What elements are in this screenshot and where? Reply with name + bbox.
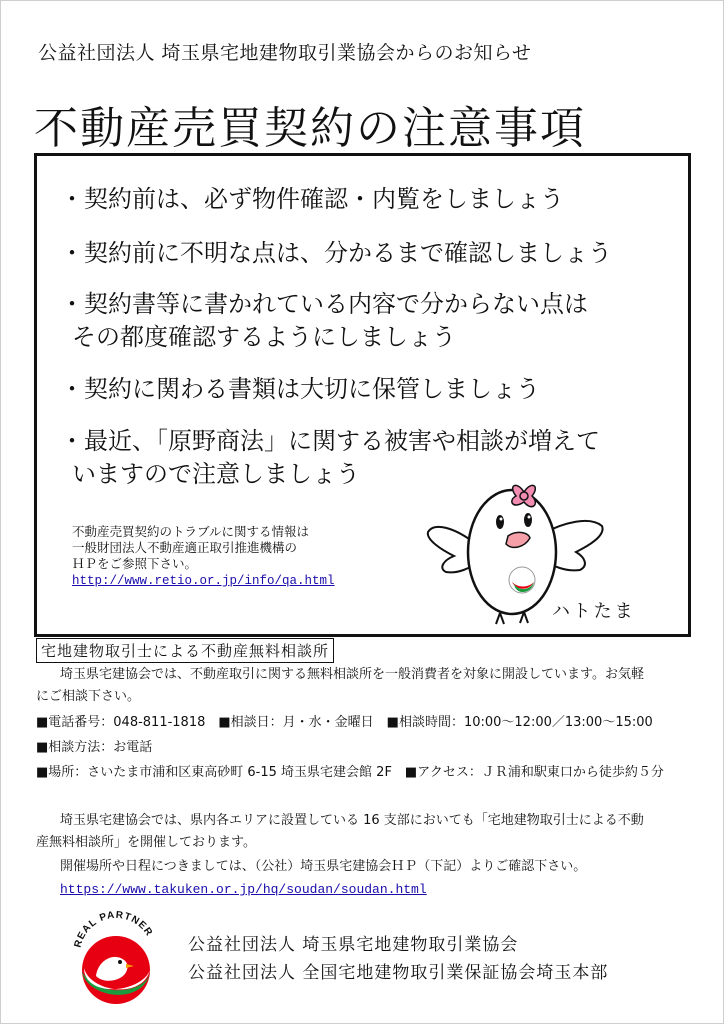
- info-line: ＨＰをご参照下さい。: [72, 556, 198, 571]
- info-line: 一般財団法人不動産適正取引推進機構の: [72, 540, 298, 555]
- bullet-item-2: [60, 237, 612, 270]
- bullet-text-continued: その都度確認するようにしましょう: [72, 323, 456, 351]
- footer-organization-1: 公益社団法人 埼玉県宅地建物取引業協会: [188, 935, 519, 955]
- bullet-text: ・最近、「原野商法」に関する被害や相談が増えて: [60, 427, 600, 455]
- intro-line: 埼玉県宅建協会では、不動産取引に関する無料相談所を一般消費者を対象に開設しています。お気軽: [60, 667, 644, 682]
- bullet-text: ・契約前に不明な点は、分かるまで確認しましょう: [60, 239, 612, 267]
- bullet-item-3: [60, 288, 588, 354]
- header-organization: 公益社団法人 埼玉県宅地建物取引業協会からのお知らせ: [38, 42, 532, 64]
- branch-line: 産無料相談所」を開催しております。: [36, 835, 256, 850]
- svg-text:REAL PARTNER: REAL PARTNER: [72, 909, 155, 949]
- place-info: ■場所：さいたま市浦和区東高砂町 6-15 埼玉県宅建会館 2F ■アクセス：ＪＲ浦和駅東口から徒歩約５分: [36, 765, 664, 780]
- footer-organization-2: 公益社団法人 全国宅地建物取引業保証協会埼玉本部: [188, 963, 609, 983]
- bullet-text: ・契約に関わる書類は大切に保管しましょう: [60, 375, 540, 403]
- phone-info: ■電話番号：048-811-1818 ■相談日：月・水・金曜日 ■相談時間：10:00～12:00／13:00～15:00: [36, 715, 653, 730]
- page-title: 不動産売買契約の注意事項: [34, 103, 586, 154]
- bullet-text: ・契約書等に書かれている内容で分からない点は: [60, 290, 588, 318]
- mascot-name: ハトたま: [552, 601, 636, 622]
- bullet-item-4: [60, 373, 540, 406]
- real-partner-logo: [70, 902, 162, 1008]
- method-info: ■相談方法：お電話: [36, 740, 153, 755]
- info-line: 不動産売買契約のトラブルに関する情報は: [72, 524, 310, 539]
- bullet-text-continued: いますので注意しましょう: [72, 460, 360, 488]
- branch-line: 開催場所や日程につきましては、（公社）埼玉県宅建協会ＨＰ（下記）よりご確認下さい。: [60, 859, 587, 874]
- branch-line: 埼玉県宅建協会では、県内各エリアに設置している 16 支部においても「宅地建物取引士による不動: [60, 813, 644, 828]
- intro-line: にご相談下さい。: [36, 689, 141, 704]
- info-text: [72, 524, 309, 572]
- takuken-link[interactable]: https://www.takuken.or.jp/hq/soudan/soudan.html: [60, 882, 427, 897]
- consultation-heading: 宅地建物取引士による不動産無料相談所: [36, 638, 334, 663]
- bullet-text: ・契約前は、必ず物件確認・内覧をしましょう: [60, 185, 564, 213]
- bullet-item-1: [60, 183, 564, 216]
- retio-link[interactable]: http://www.retio.or.jp/info/qa.html: [72, 574, 335, 588]
